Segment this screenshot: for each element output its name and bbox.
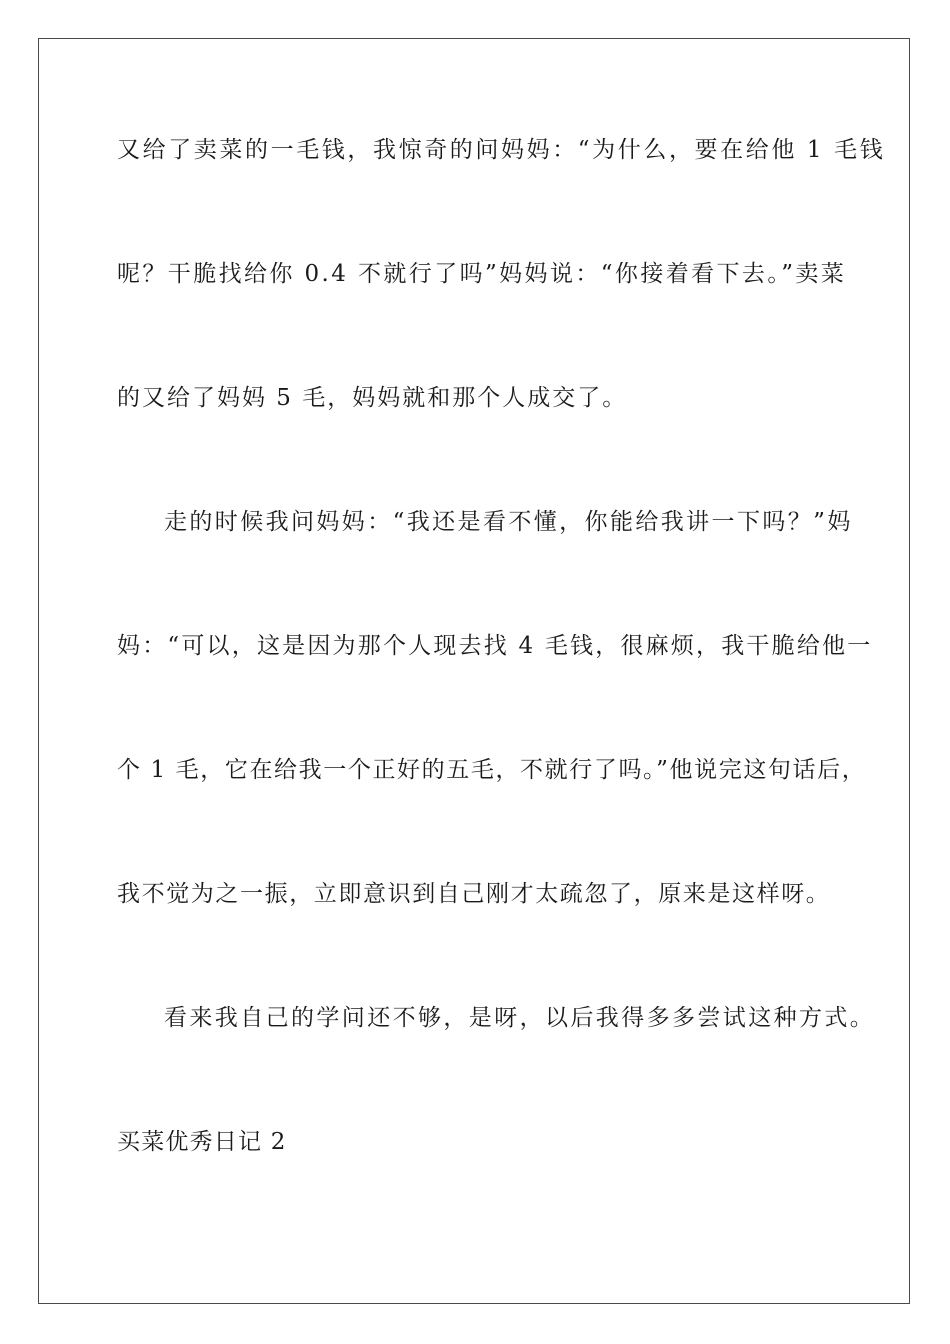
page-border xyxy=(38,38,910,1304)
text-line: 又给了卖菜的一毛钱，我惊奇的问妈妈：“为什么，要在给他 1 毛钱 xyxy=(117,137,886,163)
section-heading: 买菜优秀日记 2 xyxy=(117,1129,287,1155)
text-line: 我不觉为之一振，立即意识到自己刚才太疏忽了，原来是这样呀。 xyxy=(117,881,831,907)
paragraph-start-line: 走的时候我问妈妈：“我还是看不懂，你能给我讲一下吗？”妈 xyxy=(164,509,853,535)
text-line: 呢？干脆找给你 0.4 不就行了吗”妈妈说：“你接着看下去。”卖菜 xyxy=(117,261,847,287)
text-line: 的又给了妈妈 5 毛，妈妈就和那个人成交了。 xyxy=(117,385,628,411)
paragraph-start-line: 看来我自己的学问还不够，是呀，以后我得多多尝试这种方式。 xyxy=(164,1005,876,1031)
text-line: 个 1 毛，它在给我一个正好的五毛，不就行了吗。”他说完这句话后， xyxy=(117,757,867,783)
text-line: 妈：“可以，这是因为那个人现去找 4 毛钱，很麻烦，我干脆给他一 xyxy=(117,633,873,659)
